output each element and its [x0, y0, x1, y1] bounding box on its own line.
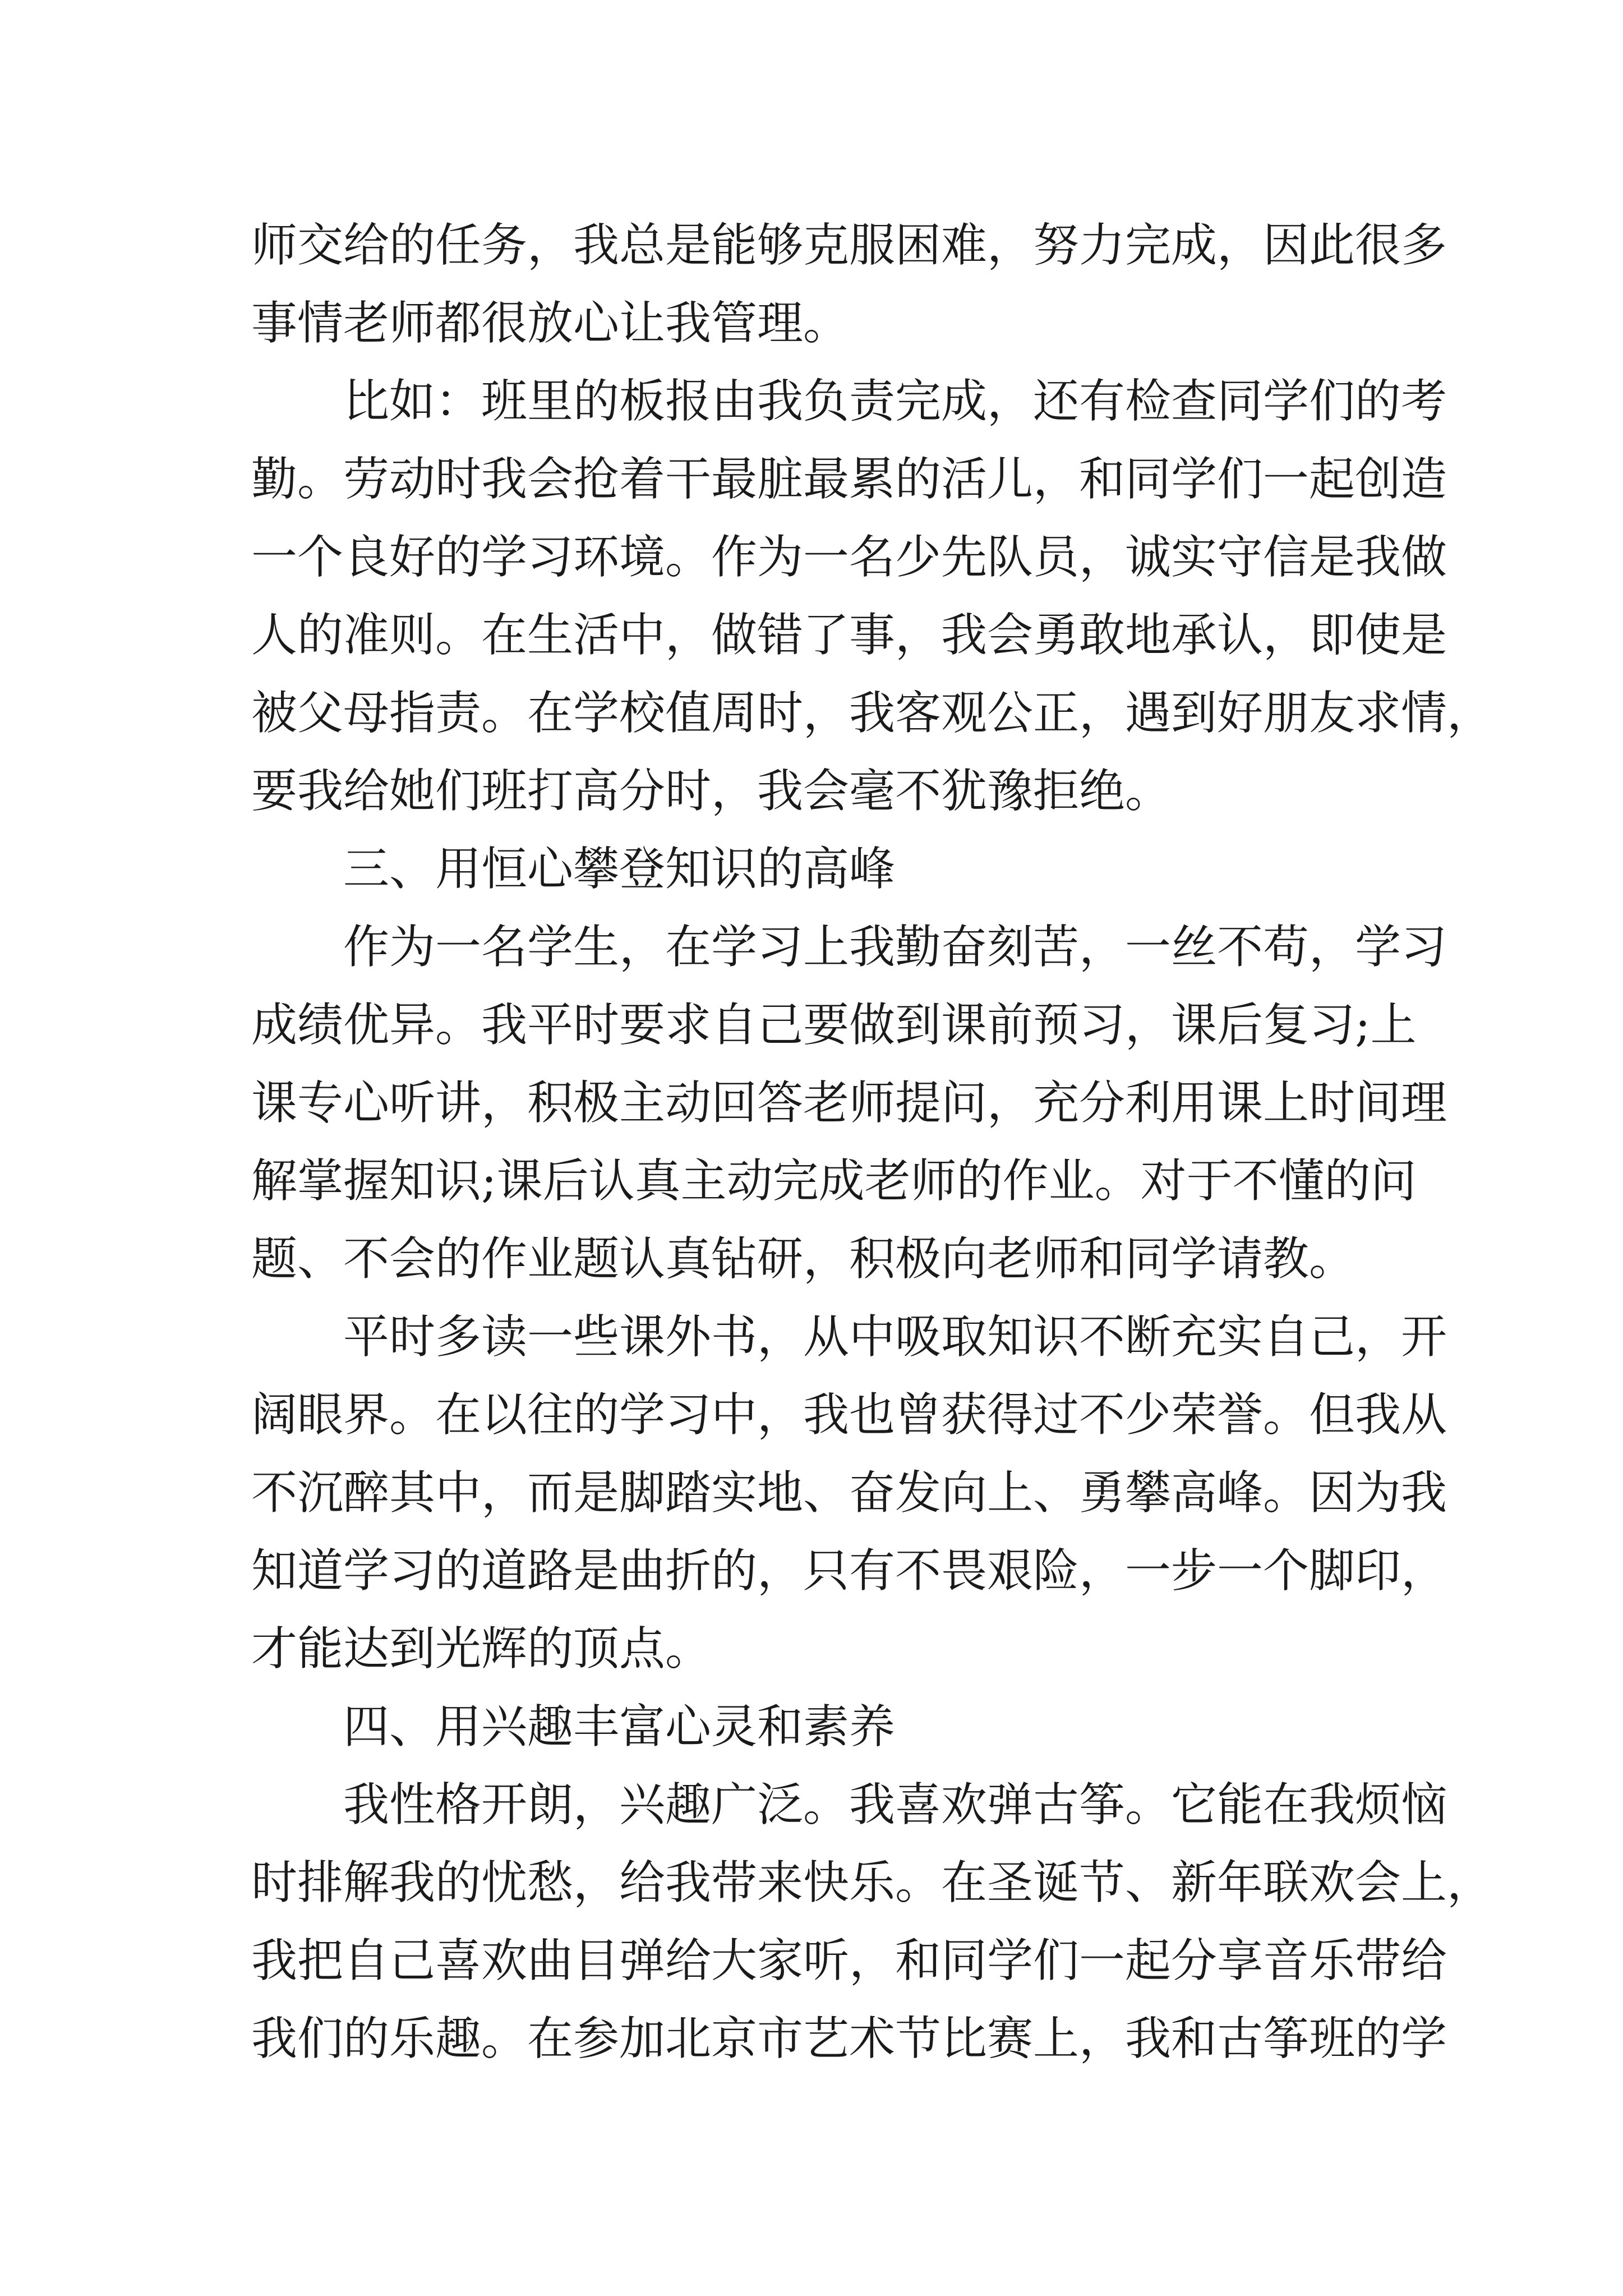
body-text — [251, 206, 1493, 2078]
text-line: 知道学习的道路是曲折的，只有不畏艰险，一步一个脚印， — [251, 1544, 1447, 1598]
text-line: 我们的乐趣。在参加北京市艺术节比赛上，我和古筝班的学 — [251, 2012, 1447, 2065]
text-line: 一个良好的学习环境。作为一名少先队员，诚实守信是我做 — [251, 531, 1447, 584]
text-line: 不沉醉其中，而是脚踏实地、奋发向上、勇攀高峰。因为我 — [251, 1466, 1447, 1520]
text-line: 师交给的任务，我总是能够克服困难，努力完成，因此很多 — [251, 219, 1447, 272]
text-line: 人的准则。在生活中，做错了事，我会勇敢地承认，即使是 — [251, 609, 1447, 662]
text-line: 解掌握知识;课后认真主动完成老师的作业。对于不懂的问 — [251, 1154, 1417, 1208]
text-line: 我把自己喜欢曲目弹给大家听，和同学们一起分享音乐带给 — [251, 1934, 1447, 1987]
text-line: 四、用兴趣丰富心灵和素养 — [343, 1700, 896, 1754]
text-line: 勤。劳动时我会抢着干最脏最累的活儿，和同学们一起创造 — [251, 453, 1447, 506]
text-line: 题、不会的作业题认真钻研，积极向老师和同学请教。 — [251, 1232, 1355, 1286]
text-line: 要我给她们班打高分时，我会毫不犹豫拒绝。 — [251, 765, 1172, 818]
text-line: 平时多读一些课外书，从中吸取知识不断充实自己，开 — [343, 1310, 1447, 1364]
text-line: 作为一名学生，在学习上我勤奋刻苦，一丝不苟，学习 — [343, 921, 1447, 974]
text-line: 时排解我的忧愁，给我带来快乐。在圣诞节、新年联欢会上， — [251, 1856, 1493, 1910]
text-line: 成绩优异。我平时要求自己要做到课前预习，课后复习;上 — [251, 999, 1417, 1052]
text-line: 阔眼界。在以往的学习中，我也曾获得过不少荣誉。但我从 — [251, 1388, 1447, 1442]
text-line: 三、用恒心攀登知识的高峰 — [343, 843, 896, 896]
text-line: 被父母指责。在学校值周时，我客观公正，遇到好朋友求情， — [251, 687, 1493, 740]
text-line: 才能达到光辉的顶点。 — [251, 1622, 712, 1676]
text-line: 课专心听讲，积极主动回答老师提问，充分利用课上时间理 — [251, 1076, 1447, 1130]
text-line: 事情老师都很放心让我管理。 — [251, 297, 850, 350]
text-line: 我性格开朗，兴趣广泛。我喜欢弹古筝。它能在我烦恼 — [343, 1778, 1447, 1832]
text-line: 比如：班里的板报由我负责完成，还有检查同学们的考 — [343, 375, 1447, 428]
